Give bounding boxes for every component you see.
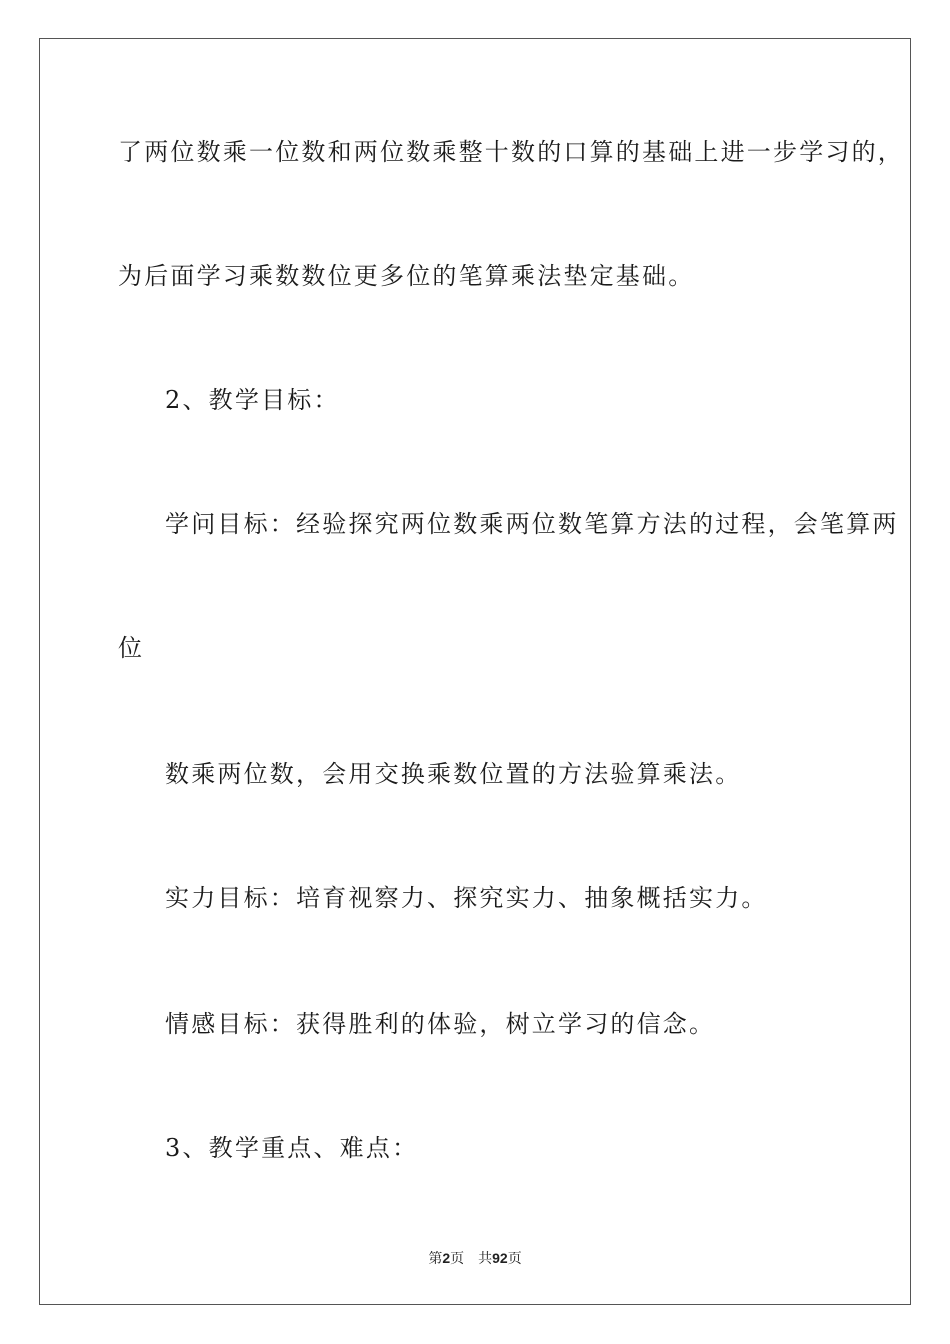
paragraph-line-1: 了两位数乘一位数和两位数乘整十数的口算的基础上进一步学习的， — [118, 138, 904, 166]
page-border — [39, 38, 911, 1305]
section-heading-teaching-goals: 2、教学目标： — [165, 386, 340, 414]
footer-total-suffix: 页 — [507, 1251, 522, 1267]
footer-page-suffix: 页 — [450, 1251, 465, 1267]
emotion-goal-line: 情感目标：获得胜利的体验，树立学习的信念。 — [165, 1010, 716, 1038]
ability-goal-line: 实力目标：培育视察力、探究实力、抽象概括实力。 — [165, 884, 768, 912]
page-footer — [0, 1249, 950, 1268]
paragraph-line-2: 为后面学习乘数数位更多位的笔算乘法垫定基础。 — [118, 262, 695, 290]
knowledge-goal-line-continued: 数乘两位数，会用交换乘数位置的方法验算乘法。 — [165, 760, 742, 788]
footer-page-prefix: 第 — [428, 1251, 443, 1267]
knowledge-goal-line-wrap: 位 — [118, 634, 145, 662]
footer-page-number: 2 — [442, 1250, 451, 1266]
footer-total-prefix: 共 — [478, 1251, 493, 1267]
section-heading-key-points: 3、教学重点、难点： — [165, 1134, 419, 1162]
knowledge-goal-line: 学问目标：经验探究两位数乘两位数笔算方法的过程，会笔算两 — [165, 510, 899, 538]
footer-total-pages: 92 — [492, 1250, 508, 1266]
